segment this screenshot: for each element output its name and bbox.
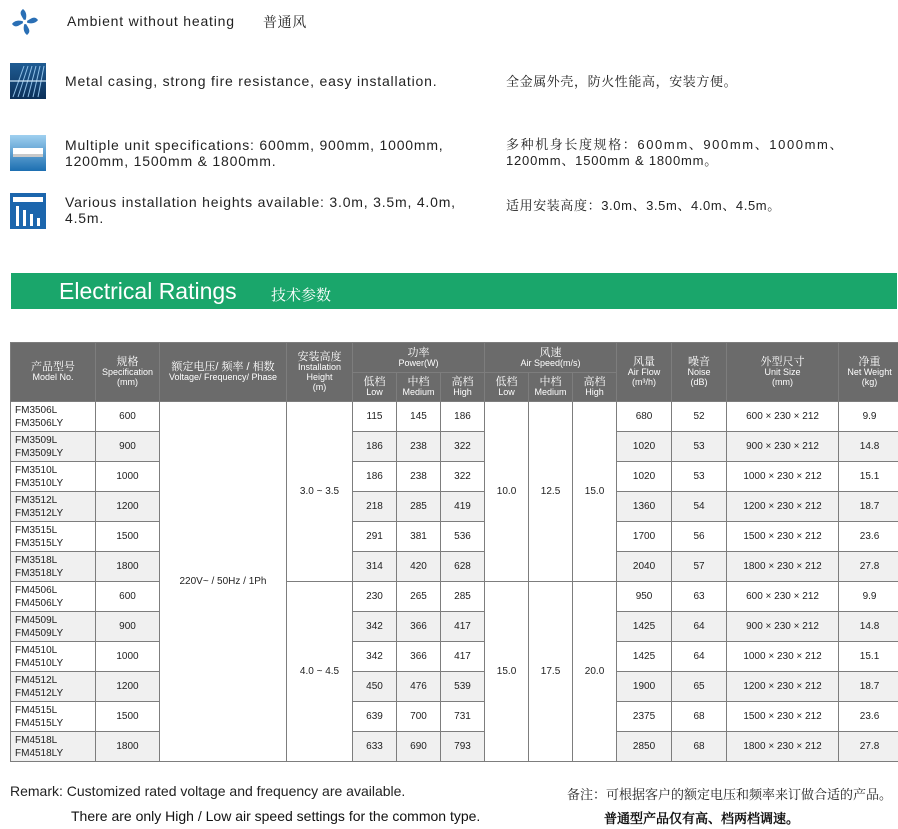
- cell-weight: 27.8: [839, 732, 898, 762]
- model-number: FM3509L: [15, 434, 58, 446]
- cell-power-high: 285: [441, 582, 485, 612]
- model-number: FM4506L: [15, 584, 58, 596]
- header-model: 产品型号 Model No.: [11, 343, 96, 402]
- table-row: [11, 462, 898, 492]
- cell-airflow: 1425: [617, 612, 672, 642]
- cell-power-medium: 420: [397, 552, 441, 582]
- cell-spec: 600: [96, 402, 160, 432]
- header-height: 安装高度 Installation Height (m): [287, 343, 353, 402]
- cell-speed-low: 10.0: [485, 402, 529, 582]
- feature-text-zh: 全金属外壳，防火性能高，安装方便。: [506, 74, 738, 89]
- cell-weight: 14.8: [839, 612, 898, 642]
- table-row: [11, 672, 898, 702]
- model-number: FM4518L: [15, 734, 58, 746]
- cell-size: 1800 × 230 × 212: [727, 732, 839, 762]
- cell-airflow: 1020: [617, 432, 672, 462]
- cell-power-high: 186: [441, 402, 485, 432]
- model-number: FM4512L: [15, 674, 58, 686]
- cell-power-high: 536: [441, 522, 485, 552]
- table-row: [11, 492, 898, 522]
- cell-power-low: 186: [353, 432, 397, 462]
- cell-power-medium: 700: [397, 702, 441, 732]
- model-number-alt: FM4509LY: [15, 627, 64, 639]
- model-number-alt: FM3515LY: [15, 537, 64, 549]
- feature-text-en-line2: 1200mm, 1500mm & 1800mm.: [65, 153, 277, 169]
- unit-length-icon: [10, 135, 46, 171]
- remark-en-1: Remark: Customized rated voltage and frequency are available.: [10, 783, 406, 799]
- cell-height: 4.0 ~ 4.5: [287, 582, 353, 762]
- cell-power-medium: 366: [397, 642, 441, 672]
- cell-airflow: 2040: [617, 552, 672, 582]
- remark-zh-1: 备注：可根据客户的额定电压和频率来订做合适的产品。: [567, 787, 893, 802]
- cell-power-low: 450: [353, 672, 397, 702]
- remark-zh-2: 普通型产品仅有高、档两档调速。: [604, 811, 800, 826]
- cell-speed-medium: 17.5: [529, 582, 573, 762]
- header-airflow: 风量 Air Flow (m³/h): [617, 343, 672, 402]
- cell-noise: 57: [672, 552, 727, 582]
- feature-text-en-line2: 4.5m.: [65, 210, 105, 226]
- cell-power-low: 115: [353, 402, 397, 432]
- cell-power-medium: 381: [397, 522, 441, 552]
- cell-power-high: 419: [441, 492, 485, 522]
- model-number: FM4510L: [15, 644, 58, 656]
- cell-power-medium: 476: [397, 672, 441, 702]
- cell-noise: 52: [672, 402, 727, 432]
- table-row: [11, 582, 898, 612]
- cell-noise: 65: [672, 672, 727, 702]
- cell-spec: 600: [96, 582, 160, 612]
- feature-text-zh-line2: 1200mm、1500mm & 1800mm。: [506, 153, 719, 168]
- cell-noise: 53: [672, 462, 727, 492]
- cell-spec: 900: [96, 432, 160, 462]
- cell-spec: 1800: [96, 732, 160, 762]
- feature-text-zh: 普通风: [263, 14, 307, 30]
- cell-model: [11, 432, 96, 462]
- cell-power-low: 230: [353, 582, 397, 612]
- header-power-medium: 中档 Medium: [397, 373, 441, 402]
- cell-model: [11, 642, 96, 672]
- model-number: FM3518L: [15, 554, 58, 566]
- cell-power-low: 314: [353, 552, 397, 582]
- metal-casing-icon: [10, 63, 46, 99]
- header-size: 外型尺寸 Unit Size (mm): [727, 343, 839, 402]
- cell-power-medium: 285: [397, 492, 441, 522]
- header-power: 功率 Power(W): [353, 343, 485, 373]
- header-speed-high: 高档 High: [573, 373, 617, 402]
- table-row: [11, 702, 898, 732]
- cell-power-medium: 145: [397, 402, 441, 432]
- cell-height: 3.0 ~ 3.5: [287, 402, 353, 582]
- cell-model: [11, 672, 96, 702]
- header-rated: 额定电压/ 频率 / 相数 Voltage/ Frequency/ Phase: [160, 343, 287, 402]
- cell-power-high: 793: [441, 732, 485, 762]
- cell-weight: 18.7: [839, 492, 898, 522]
- cell-spec: 1500: [96, 702, 160, 732]
- cell-noise: 63: [672, 582, 727, 612]
- cell-weight: 15.1: [839, 462, 898, 492]
- model-number: FM4509L: [15, 614, 58, 626]
- header-speed-low: 低档 Low: [485, 373, 529, 402]
- header-noise: 噪音 Noise (dB): [672, 343, 727, 402]
- install-height-icon: [10, 193, 46, 229]
- cell-model: [11, 552, 96, 582]
- cell-power-low: 291: [353, 522, 397, 552]
- header-power-high: 高档 High: [441, 373, 485, 402]
- model-number: FM3515L: [15, 524, 58, 536]
- model-number-alt: FM4515LY: [15, 717, 64, 729]
- cell-weight: 23.6: [839, 702, 898, 732]
- cell-size: 900 × 230 × 212: [727, 432, 839, 462]
- cell-size: 600 × 230 × 212: [727, 582, 839, 612]
- table-row: [11, 522, 898, 552]
- cell-speed-high: 20.0: [573, 582, 617, 762]
- cell-spec: 1800: [96, 552, 160, 582]
- cell-weight: 23.6: [839, 522, 898, 552]
- table-row: [11, 612, 898, 642]
- remark-en-2: There are only High / Low air speed settings for the common type.: [71, 808, 481, 824]
- cell-power-low: 633: [353, 732, 397, 762]
- cell-weight: 9.9: [839, 402, 898, 432]
- cell-size: 1000 × 230 × 212: [727, 462, 839, 492]
- model-number: FM3510L: [15, 464, 58, 476]
- cell-power-medium: 238: [397, 462, 441, 492]
- cell-noise: 54: [672, 492, 727, 522]
- table-body: [11, 402, 898, 762]
- table-row: [11, 402, 898, 432]
- model-number-alt: FM3509LY: [15, 447, 64, 459]
- model-number: FM3512L: [15, 494, 58, 506]
- section-title-zh: 技术参数: [271, 287, 332, 304]
- cell-spec: 1500: [96, 522, 160, 552]
- cell-model: [11, 492, 96, 522]
- table-row: [11, 432, 898, 462]
- cell-size: 1000 × 230 × 212: [727, 642, 839, 672]
- feature-text-zh-line1: 多种机身长度规格：600mm、900mm、1000mm、: [506, 137, 845, 152]
- cell-spec: 1000: [96, 642, 160, 672]
- model-number-alt: FM3518LY: [15, 567, 64, 579]
- cell-power-high: 322: [441, 432, 485, 462]
- cell-power-high: 539: [441, 672, 485, 702]
- cell-weight: 14.8: [839, 432, 898, 462]
- cell-size: 1800 × 230 × 212: [727, 552, 839, 582]
- cell-power-medium: 690: [397, 732, 441, 762]
- model-number-alt: FM3506LY: [15, 417, 64, 429]
- cell-power-medium: 238: [397, 432, 441, 462]
- cell-weight: 9.9: [839, 582, 898, 612]
- cell-noise: 64: [672, 612, 727, 642]
- header-weight: 净重 Net Weight (kg): [839, 343, 898, 402]
- cell-model: [11, 582, 96, 612]
- cell-airflow: 680: [617, 402, 672, 432]
- cell-noise: 68: [672, 732, 727, 762]
- model-number-alt: FM4506LY: [15, 597, 64, 609]
- cell-model: [11, 462, 96, 492]
- model-number-alt: FM3512LY: [15, 507, 64, 519]
- cell-weight: 18.7: [839, 672, 898, 702]
- cell-power-low: 342: [353, 642, 397, 672]
- cell-noise: 56: [672, 522, 727, 552]
- cell-noise: 68: [672, 702, 727, 732]
- cell-model: [11, 402, 96, 432]
- section-title-en: Electrical Ratings: [59, 278, 237, 304]
- cell-airflow: 1700: [617, 522, 672, 552]
- cell-weight: 27.8: [839, 552, 898, 582]
- cell-size: 1500 × 230 × 212: [727, 522, 839, 552]
- cell-spec: 900: [96, 612, 160, 642]
- cell-airflow: 1425: [617, 642, 672, 672]
- feature-text-en-line1: Multiple unit specifications: 600mm, 900mm, 1000mm,: [65, 137, 444, 153]
- cell-weight: 15.1: [839, 642, 898, 672]
- header-speed-medium: 中档 Medium: [529, 373, 573, 402]
- cell-airflow: 1900: [617, 672, 672, 702]
- cell-power-medium: 265: [397, 582, 441, 612]
- header-speed: 风速 Air Speed(m/s): [485, 343, 617, 373]
- cell-power-low: 218: [353, 492, 397, 522]
- cell-airflow: 950: [617, 582, 672, 612]
- cell-airflow: 1020: [617, 462, 672, 492]
- cell-size: 1500 × 230 × 212: [727, 702, 839, 732]
- table-row: [11, 552, 898, 582]
- cell-spec: 1200: [96, 672, 160, 702]
- cell-size: 1200 × 230 × 212: [727, 672, 839, 702]
- feature-text-en: Metal casing, strong fire resistance, easy installation.: [65, 73, 438, 89]
- cell-spec: 1200: [96, 492, 160, 522]
- cell-noise: 53: [672, 432, 727, 462]
- cell-model: [11, 612, 96, 642]
- cell-power-high: 731: [441, 702, 485, 732]
- cell-model: [11, 702, 96, 732]
- feature-text-zh: 适用安装高度：3.0m、3.5m、4.0m、4.5m。: [506, 198, 781, 213]
- cell-rated: 220V~ / 50Hz / 1Ph: [160, 402, 287, 762]
- model-number: FM4515L: [15, 704, 58, 716]
- cell-model: [11, 522, 96, 552]
- cell-size: 600 × 230 × 212: [727, 402, 839, 432]
- cell-airflow: 2375: [617, 702, 672, 732]
- cell-speed-high: 15.0: [573, 402, 617, 582]
- feature-text-en-line1: Various installation heights available: 3.0m, 3.5m, 4.0m,: [65, 194, 456, 210]
- feature-text-en: Ambient without heating: [67, 13, 235, 29]
- model-number-alt: FM3510LY: [15, 477, 64, 489]
- cell-size: 900 × 230 × 212: [727, 612, 839, 642]
- section-banner: [11, 273, 897, 309]
- cell-power-high: 417: [441, 642, 485, 672]
- cell-power-medium: 366: [397, 612, 441, 642]
- header-power-low: 低档 Low: [353, 373, 397, 402]
- fan-icon: [10, 7, 40, 37]
- header-spec: 规格 Specification (mm): [96, 343, 160, 402]
- cell-noise: 64: [672, 642, 727, 672]
- cell-speed-low: 15.0: [485, 582, 529, 762]
- model-number: FM3506L: [15, 404, 58, 416]
- cell-power-low: 342: [353, 612, 397, 642]
- cell-model: [11, 732, 96, 762]
- cell-spec: 1000: [96, 462, 160, 492]
- table-row: [11, 642, 898, 672]
- cell-power-low: 186: [353, 462, 397, 492]
- cell-speed-medium: 12.5: [529, 402, 573, 582]
- model-number-alt: FM4518LY: [15, 747, 64, 759]
- cell-power-high: 417: [441, 612, 485, 642]
- cell-power-low: 639: [353, 702, 397, 732]
- electrical-ratings-table: [10, 342, 898, 762]
- cell-power-high: 322: [441, 462, 485, 492]
- table-row: [11, 732, 898, 762]
- model-number-alt: FM4510LY: [15, 657, 64, 669]
- cell-airflow: 1360: [617, 492, 672, 522]
- cell-airflow: 2850: [617, 732, 672, 762]
- model-number-alt: FM4512LY: [15, 687, 64, 699]
- cell-size: 1200 × 230 × 212: [727, 492, 839, 522]
- cell-power-high: 628: [441, 552, 485, 582]
